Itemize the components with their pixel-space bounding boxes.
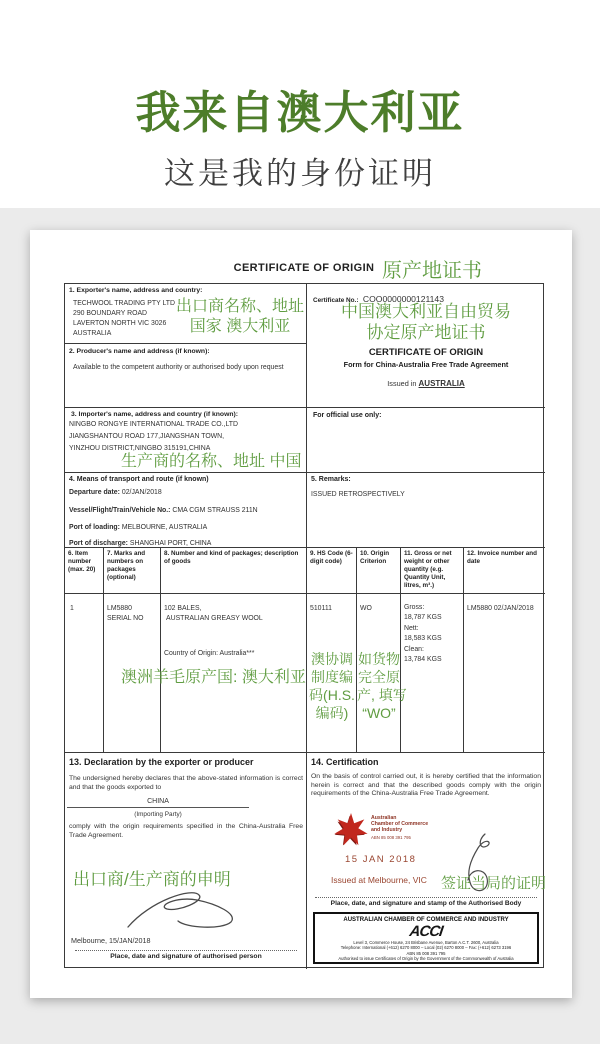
importing-party-value: CHINA [67,798,249,808]
country-of-origin-note: Country of Origin: Australia*** [164,650,255,657]
chamber-star-icon [331,810,371,850]
certification-annotation: 签证当局的证明 [441,875,547,892]
transport-row-value: 02/JAN/2018 [121,489,162,496]
transport-row-label: Vessel/Flight/Train/Vehicle No.: [69,507,171,514]
transport-row-label: Port of loading: [69,524,120,531]
document-title-annotation: 原产地证书 [382,260,482,282]
certificate-number-box [307,284,545,408]
goods-table-row [65,594,545,753]
transport-row-label: Departure date: [69,489,120,496]
transport-row-label: Port of discharge: [69,540,128,547]
chamber-stamp-text [371,815,428,840]
importing-party-caption: (Importing Party) [134,811,182,818]
issued-prefix: Issued in [387,379,417,388]
importer-box [65,408,307,473]
exporter-line: AUSTRALIA [73,330,112,337]
fta-annotation [307,301,545,343]
chamber-stamp-line: and Industry [371,827,403,833]
cell-weight [401,594,464,752]
weight-line: Nett: [404,624,419,632]
certification-footer: Place, date, and signature and stamp of the Authorised Body [330,900,522,907]
hs-annotation-line: 制度编 [311,669,353,685]
cell-hs-code: 510111 [307,594,357,752]
official-use-label: For official use only: [313,412,382,419]
importer-label: 3. Importer's name, address and country (if known): [71,411,239,418]
producer-label: 2. Producer's name and address (if known): [69,348,210,355]
header-item-number: 6. Item number (max. 20) [65,548,104,593]
goods-table-header [65,548,545,594]
certification-paragraph: On the basis of control carried out, it is hereby certified that the information herein is correct and that the described goods comply with the origin requirements of the China-Australia Free Trade Agreement. [311,773,541,798]
page-title: 我来自澳大利亚 [135,87,465,138]
transport-row-value: SHANGHAI PORT, CHINA [129,540,212,547]
exporter-annotation-line: 国家 澳大利亚 [189,318,291,335]
declaration-footer: Place, date and signature of authorised person [110,953,262,960]
wo-annotation [357,650,407,722]
cell-origin-criterion: WO [357,594,401,752]
exporter-signature [120,885,250,935]
fta-annotation-line: 中国澳大利亚自由贸易 [341,302,511,321]
acci-logo: ACCI [408,923,444,940]
acci-phone-line: Telephone: International (+612) 6270 8000 – Local (02) 6270 8000 – Fax: (+612) 6273 3196 [340,945,512,951]
document-title: CERTIFICATE OF ORIGIN [233,262,375,274]
wo-annotation-line: 如货物 [358,651,400,667]
certification-issued-at: Issued at Melbourne, VIC [331,875,427,885]
declaration-place-date: Melbourne, 15/JAN/2018 [71,936,151,945]
cell-item-number: 1 [65,594,104,752]
weight-line: 18,583 KGS [404,635,442,643]
acci-authorisation-line: Authorised to issue Certificates of Origin by the Government of the Commonwealth of Australia [338,955,514,961]
wo-annotation-line: “WO” [362,705,396,721]
stamp-dotted-line [315,897,537,898]
producer-text: Available to the competent authority or authorised body upon request [73,364,284,371]
header-hs-code: 9. HS Code (6-digit code) [307,548,357,593]
acci-address-line: Level 3, Commerce House, 24 Brisbane Avenue, Barton A.C.T. 2600, Australia [353,940,499,945]
transport-row-value: CMA CGM STRAUSS 211N [172,507,258,514]
cell-invoice: LM5880 02/JAN/2018 [467,605,534,612]
header-weight: 11. Gross or net weight or other quantity (e.g. Quantity Unit, litres, m³.) [401,548,464,593]
header-origin-criterion: 10. Origin Criterion [357,548,401,593]
coo-title: CERTIFICATE OF ORIGIN [368,347,484,358]
acci-title: AUSTRALIAN CHAMBER OF COMMERCE AND INDUSTRY [343,917,509,923]
description-line: 102 BALES, [164,605,202,612]
certification-box [307,753,545,969]
declaration-annotation: 出口商/生产商的申明 [73,870,231,889]
exporter-annotation-line: 出口商名称、地址 [175,298,304,315]
exporter-annotation [173,297,307,337]
hs-annotation-line: 码(H.S. [309,687,355,703]
transport-row [69,489,162,496]
remarks-label: 5. Remarks: [311,476,351,483]
wool-origin-annotation: 澳洲羊毛原产国: 澳大利亚 [121,669,306,686]
certificate-form [64,283,547,968]
marks-line: SERIAL NO [107,615,144,622]
weight-line: Clean: [404,645,424,653]
acci-box [313,912,539,964]
transport-row [69,540,211,547]
producer-box [65,344,307,408]
certificate-no-value: COO0000000121143 [362,294,444,304]
wo-annotation-line: 完全原 [358,669,400,685]
description-line: AUSTRALIAN GREASY WOOL [166,615,263,622]
signature-dotted-line [75,950,297,951]
importer-annotation: 生产商的名称、地址 中国 [121,453,302,470]
transport-row-value: MELBOURNE, AUSTRALIA [121,524,208,531]
hs-code-annotation [307,650,357,722]
issued-country: AUSTRALIA [418,379,465,388]
chamber-stamp-line: Australian [371,815,397,821]
exporter-line: LAVERTON NORTH VIC 3026 [73,320,167,327]
importer-line: YINZHOU DISTRICT,NINGBO 315191,CHINA [69,445,211,452]
remarks-value: ISSUED RETROSPECTIVELY [311,491,405,498]
declaration-label: 13. Declaration by the exporter or producer [69,757,254,767]
certificate-no-label: Certificate No.: [313,297,359,304]
declaration-box [65,753,307,969]
hs-annotation-line: 编码) [315,705,349,721]
chamber-stamp-line: Chamber of Commerce [371,821,429,827]
exporter-box [65,284,307,344]
weight-line: 13,784 KGS [404,656,442,664]
transport-row [69,507,258,514]
transport-label: 4. Means of transport and route (if known) [69,476,209,483]
declaration-paragraph-2: comply with the origin requirements specified in the China-Australia Free Trade Agreement. [69,823,303,839]
declaration-paragraph-1: The undersigned hereby declares that the above-stated information is correct and that the goods exported to [69,775,303,791]
wo-annotation-line: 产, 填写 [357,687,407,703]
weight-line: 18,787 KGS [404,614,442,622]
transport-row [69,524,207,531]
transport-box [65,473,307,548]
header-packages: 8. Number and kind of packages; description of goods [161,548,307,593]
remarks-box [307,473,545,548]
header-marks: 7. Marks and numbers on packages (optional) [104,548,161,593]
weight-line: Gross: [404,604,425,611]
page-subtitle: 这是我的身份证明 [164,156,436,191]
issued-in-line [307,379,545,388]
marks-line: LM5880 [107,605,132,612]
fta-annotation-line: 协定原产地证书 [366,323,486,342]
official-use-box [307,408,545,473]
exporter-line: TECHWOOL TRADING PTY LTD [73,300,175,307]
certificate-page [30,230,572,998]
exporter-line: 290 BOUNDARY ROAD [73,310,148,317]
coo-form-line: Form for China-Australia Free Trade Agreement [343,360,509,369]
certification-date-stamp: 15 JAN 2018 [345,854,417,865]
importer-line: JIANGSHANTOU ROAD 177,JIANGSHAN TOWN, [69,433,225,440]
hs-annotation-line: 澳协调 [311,651,353,667]
importer-line: NINGBO RONGYE INTERNATIONAL TRADE CO.,LTD [69,421,238,428]
exporter-address [73,299,175,339]
header-invoice: 12. Invoice number and date [467,550,537,565]
chamber-stamp-abn: ABN 85 008 391 795 [371,835,411,840]
exporter-label: 1. Exporter's name, address and country: [69,287,203,294]
certification-label: 14. Certification [311,757,379,767]
acci-abn-line: ABN 85 008 391 795 [406,950,446,956]
